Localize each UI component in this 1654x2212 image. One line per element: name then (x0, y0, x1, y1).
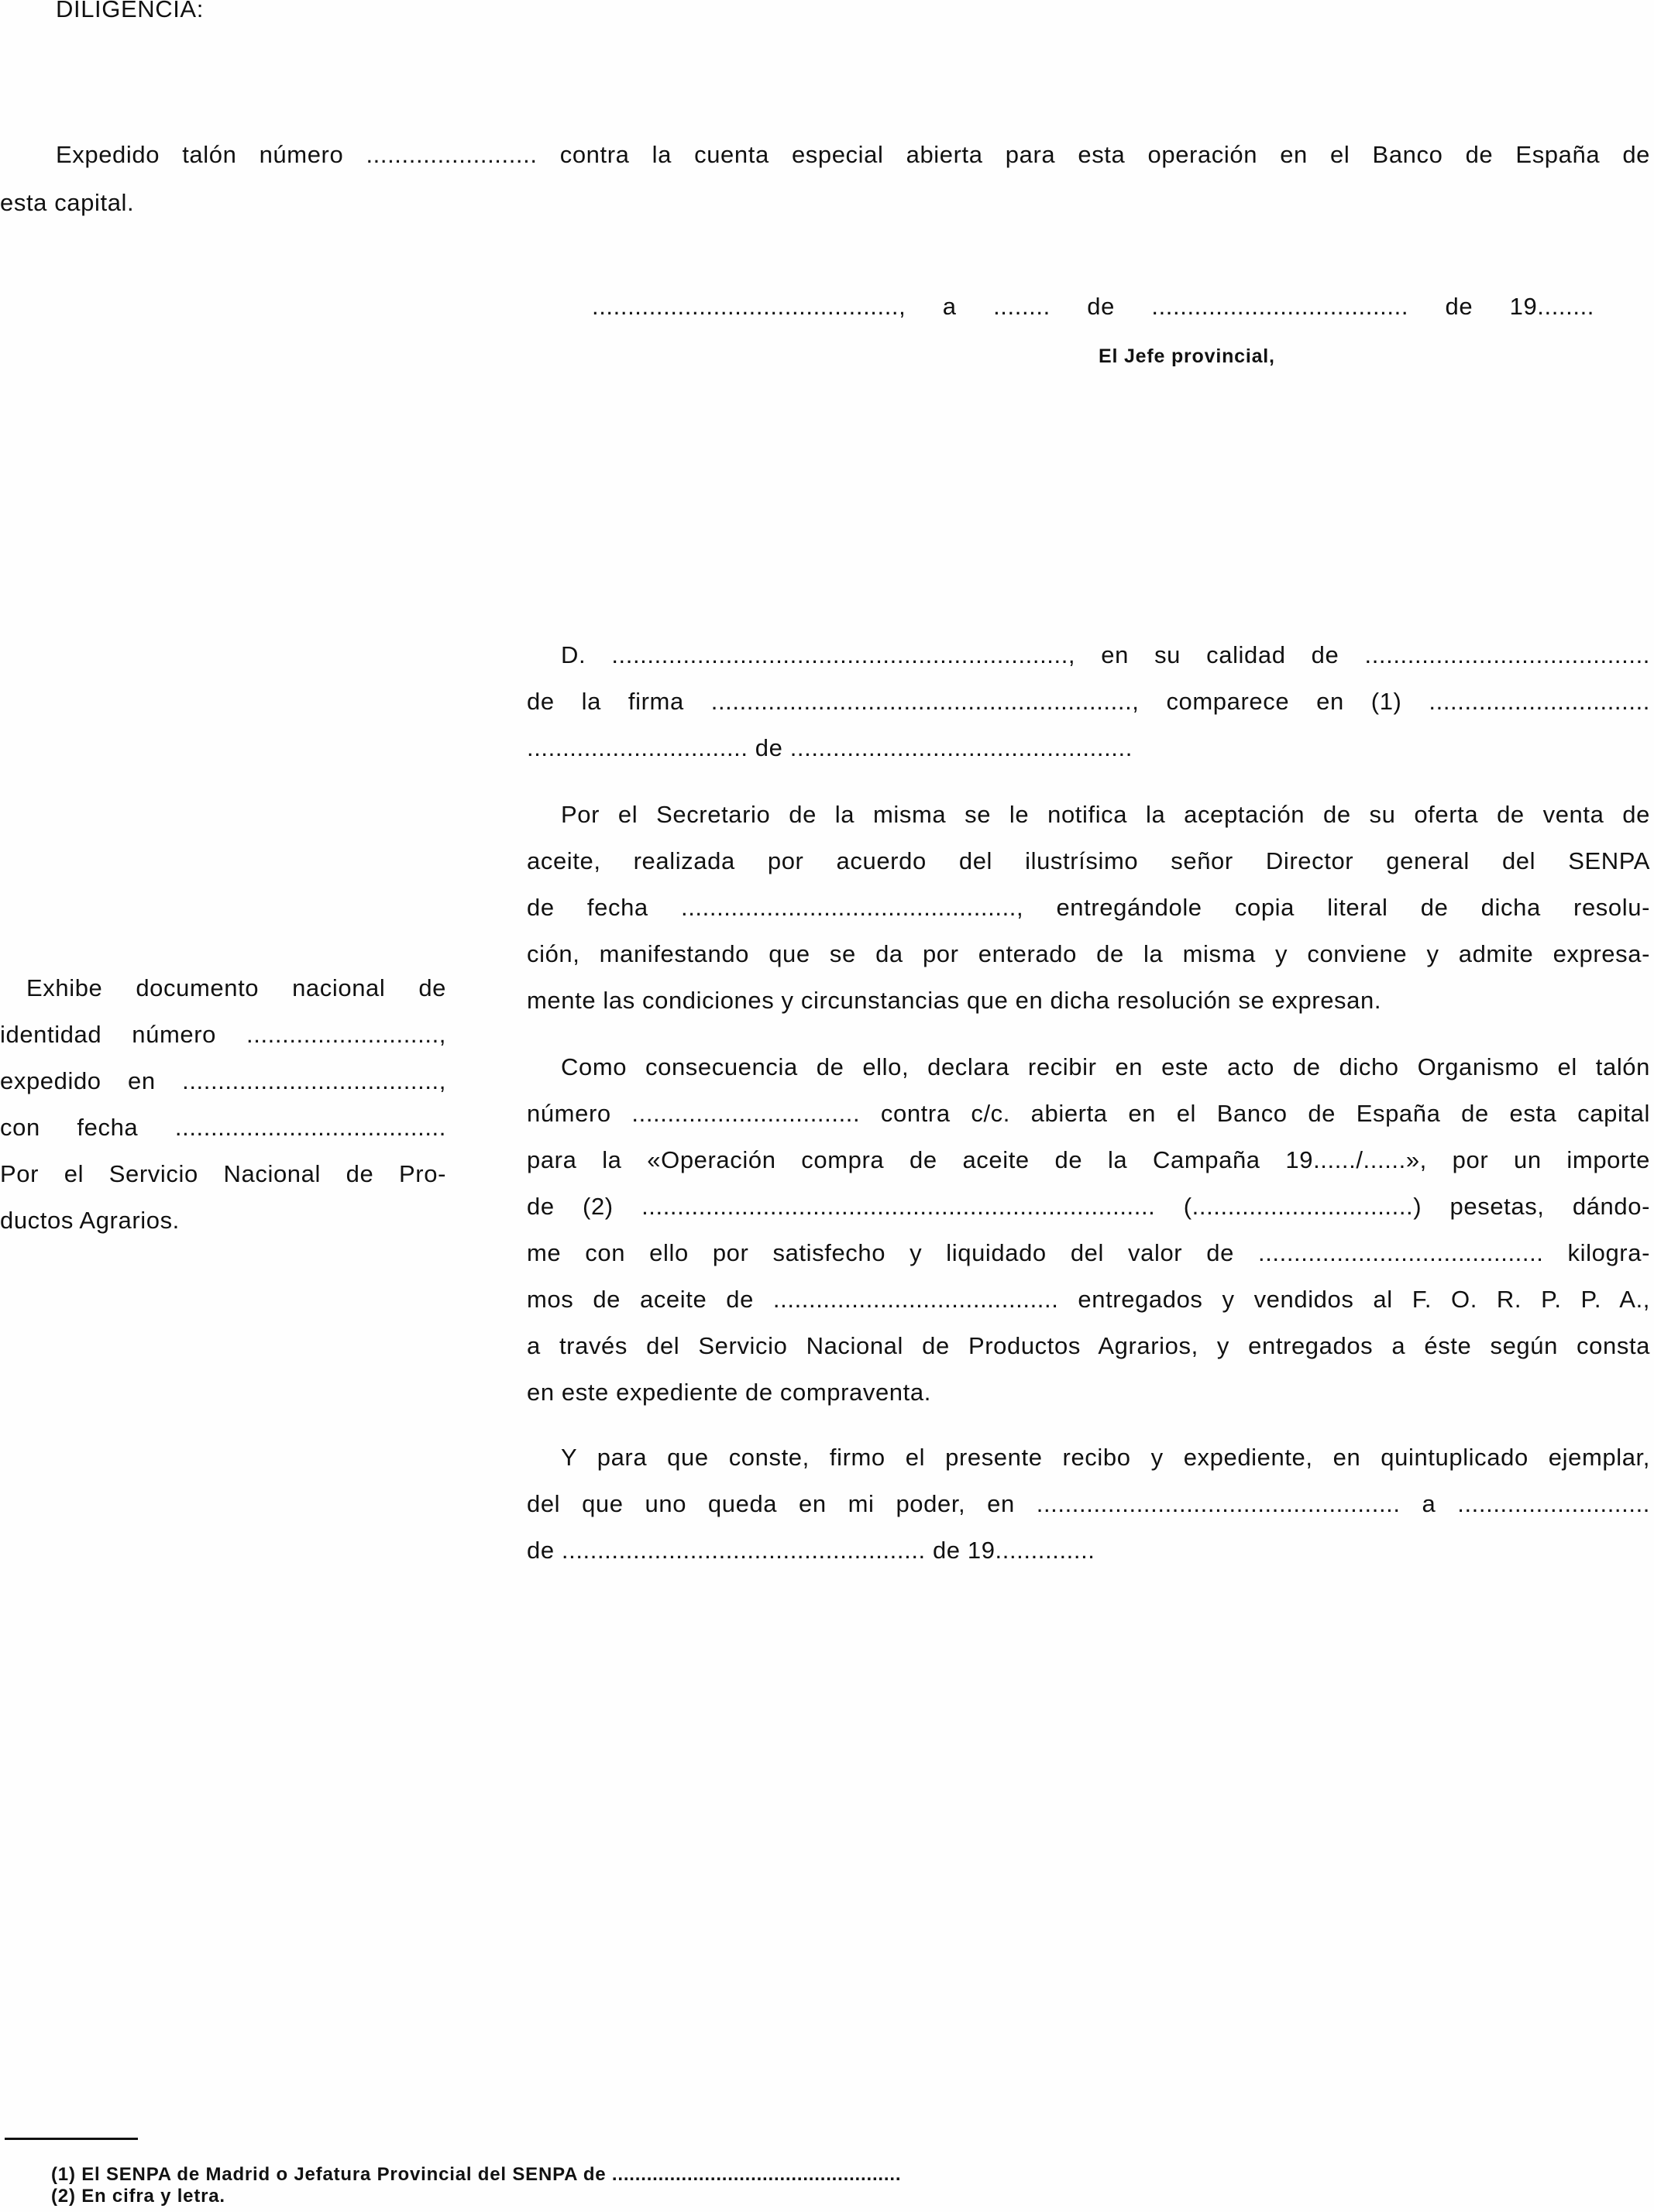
footnote-1: (1) El SENPA de Madrid o Jefatura Provincial del SENPA de .................................................. (51, 2164, 902, 2185)
consecuencia-line-5: me con ello por satisfecho y liquidado del valor de ........................................ kilogra- (527, 1239, 1650, 1266)
diligencia-line-1: Expedido talón número ........................ contra la cuenta especial abierta para esta operación en el Banco de España de (56, 141, 1650, 168)
consecuencia-line-6: mos de aceite de ........................................ entregados y vendidos al F. O. R. P. P. A., (527, 1286, 1650, 1313)
consecuencia-line-8: en este expediente de compraventa. (527, 1379, 931, 1406)
comparecencia-line-3: ............................... de ................................................ (527, 734, 1133, 761)
comparecencia-line-2: de la firma ..........................................................., comparece en (1) ............................... (527, 688, 1650, 715)
conste-line-3: de ................................................... de 19.............. (527, 1537, 1095, 1564)
conste-line-1: Y para que conste, firmo el presente recibo y expediente, en quintuplicado ejemplar, (561, 1444, 1650, 1471)
comparecencia-line-1: D. ................................................................, en su calidad de ........................................ (561, 641, 1650, 668)
sidebar-line-1: Exhibe documento nacional de (26, 974, 446, 1001)
footnote-2: (2) En cifra y letra. (51, 2186, 225, 2207)
sidebar-line-5: Por el Servicio Nacional de Pro- (0, 1160, 446, 1187)
diligencia-heading: DILIGENCIA: (56, 0, 204, 22)
sidebar-line-3: expedido en ...................................., (0, 1067, 446, 1094)
diligencia-line-2: esta capital. (0, 189, 135, 216)
consecuencia-line-1: Como consecuencia de ello, declara recibir en este acto de dicho Organismo el talón (561, 1053, 1650, 1080)
notificacion-line-2: aceite, realizada por acuerdo del ilustrísimo señor Director general del SENPA (527, 847, 1650, 874)
notificacion-line-4: ción, manifestando que se da por enterado de la misma y conviene y admite expresa- (527, 940, 1650, 967)
diligencia-date-line: ..........................................., a ........ de .................................... de 19........ (592, 293, 1594, 320)
notificacion-line-5: mente las condiciones y circunstancias que en dicha resolución se expresan. (527, 987, 1382, 1014)
footnote-divider (5, 2138, 138, 2140)
notificacion-line-1: Por el Secretario de la misma se le notifica la aceptación de su oferta de venta de (561, 801, 1650, 828)
sidebar-line-6: ductos Agrarios. (0, 1207, 180, 1234)
jefe-provincial-signature: El Jefe provincial, (1099, 345, 1275, 367)
sidebar-line-2: identidad número ..........................., (0, 1021, 446, 1048)
sidebar-line-4: con fecha ...................................... (0, 1114, 446, 1141)
consecuencia-line-3: para la «Operación compra de aceite de la Campaña 19....../......», por un importe (527, 1146, 1650, 1173)
consecuencia-line-2: número ................................ contra c/c. abierta en el Banco de España de esta capital (527, 1100, 1650, 1127)
consecuencia-line-7: a través del Servicio Nacional de Productos Agrarios, y entregados a éste según consta (527, 1332, 1650, 1359)
conste-line-2: del que uno queda en mi poder, en ................................................... a ........................... (527, 1490, 1650, 1517)
notificacion-line-3: de fecha ..............................................., entregándole copia literal de dicha resolu- (527, 894, 1650, 921)
consecuencia-line-4: de (2) ........................................................................ (...............................) pesetas, dándo- (527, 1193, 1650, 1220)
